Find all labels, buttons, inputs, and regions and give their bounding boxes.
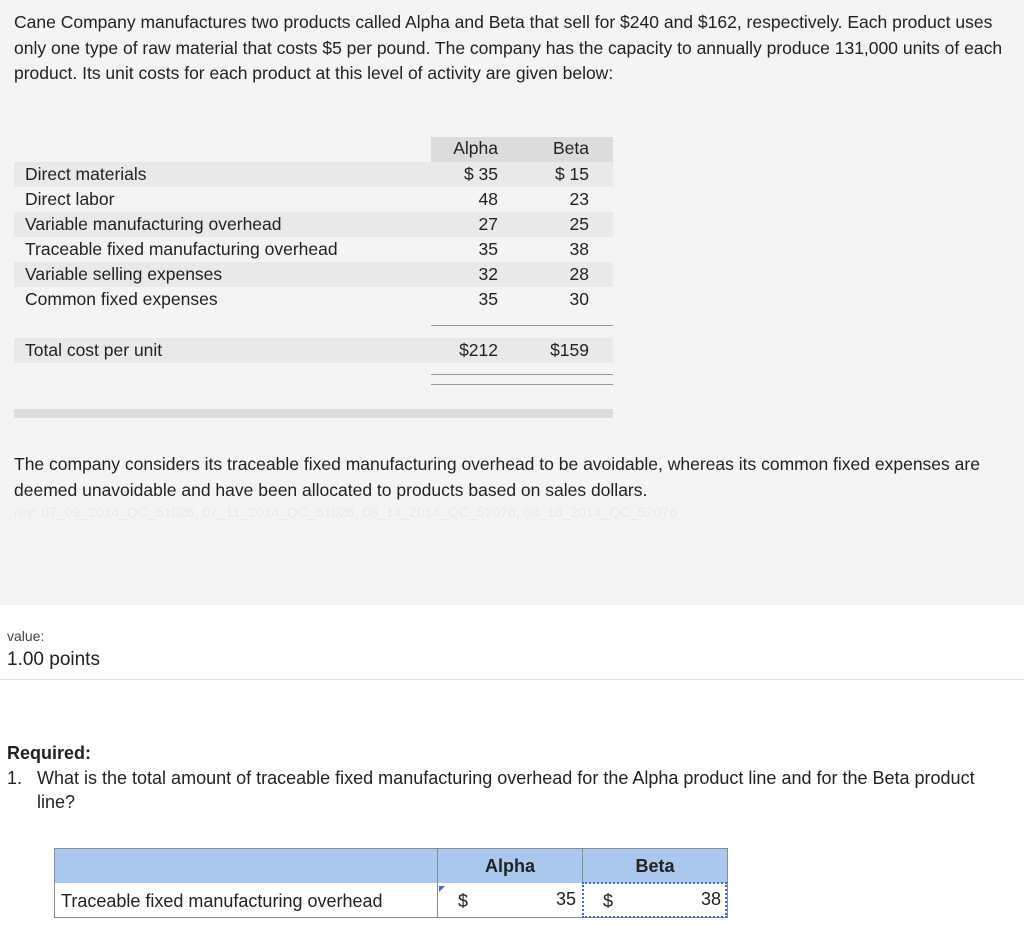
- total-label: Total cost per unit: [25, 340, 163, 360]
- col-header-alpha: Alpha: [453, 138, 498, 158]
- revision-text: rev: 07_09_2014_QC_51026, 07_11_2014_QC_51026, 08_14_2014_QC_52076, 08_18_2014_QC_52076: [14, 504, 677, 520]
- question-number: 1.: [7, 768, 23, 788]
- answer-col-alpha: Alpha: [484, 856, 535, 876]
- beta-value: $ 15: [554, 164, 589, 184]
- beta-value: 38: [569, 239, 589, 259]
- beta-value: 25: [569, 214, 589, 234]
- table-row: [14, 237, 613, 262]
- alpha-total: $212: [459, 340, 498, 360]
- beta-value: 28: [569, 264, 589, 284]
- alpha-value: 35: [478, 289, 498, 309]
- row-label: Common fixed expenses: [25, 289, 218, 309]
- answer-table: [54, 848, 728, 918]
- beta-answer-input[interactable]: [620, 885, 724, 913]
- subtotal-rule: [431, 325, 613, 326]
- answer-row: [54, 883, 728, 918]
- alpha-value: 27: [478, 214, 498, 234]
- beta-value: 30: [569, 289, 589, 309]
- flag-icon: [439, 886, 445, 892]
- beta-value: 23: [569, 189, 589, 209]
- alpha-value: $ 35: [463, 164, 498, 184]
- row-label: Variable manufacturing overhead: [25, 214, 282, 234]
- unit-cost-table: [14, 137, 613, 418]
- beta-total: $159: [550, 340, 589, 360]
- beta-currency: $: [603, 891, 614, 911]
- total-row: [14, 338, 613, 363]
- section-divider: [0, 679, 1024, 680]
- value-label: value:: [7, 628, 45, 644]
- double-rule-bottom: [431, 384, 613, 385]
- alpha-answer-input[interactable]: [475, 885, 579, 913]
- table-row: [14, 212, 613, 237]
- answer-header-row: [54, 848, 728, 884]
- table-row: [14, 187, 613, 212]
- answer-row-label: Traceable fixed manufacturing overhead: [61, 891, 383, 911]
- row-label: Direct labor: [25, 189, 115, 209]
- answer-col-beta: Beta: [635, 856, 675, 876]
- double-rule-top: [431, 374, 613, 375]
- col-header-beta: Beta: [553, 138, 589, 158]
- table-row: [14, 162, 613, 187]
- row-label: Variable selling expenses: [25, 264, 223, 284]
- value-points: 1.00 points: [7, 649, 100, 670]
- alpha-value: 35: [478, 239, 498, 259]
- alpha-value: 48: [478, 189, 498, 209]
- question-text: What is the total amount of traceable fixed manufacturing overhead for the Alpha product line and for the Beta product line?: [37, 768, 975, 812]
- table-footer-bar: [14, 409, 613, 418]
- row-label: Traceable fixed manufacturing overhead: [25, 239, 338, 259]
- row-label: Direct materials: [25, 164, 147, 184]
- required-heading: Required:: [7, 743, 92, 763]
- note-paragraph: The company considers its traceable fixed manufacturing overhead to be avoidable, whereas its common fixed expenses are deemed unavoidable and have been allocated to products based on sales dollars.: [14, 454, 980, 500]
- intro-paragraph: Cane Company manufactures two products called Alpha and Beta that sell for $240 and $162, respectively. Each product uses only one type of raw material that costs $5 per pound. The company has the capacity to annually produce 131,000 units of each product. Its unit costs for each product at this level of activity are given below:: [14, 12, 1003, 83]
- alpha-value: 32: [478, 264, 498, 284]
- table-row: [14, 262, 613, 287]
- table-row: [14, 287, 613, 312]
- alpha-currency: $: [458, 891, 469, 911]
